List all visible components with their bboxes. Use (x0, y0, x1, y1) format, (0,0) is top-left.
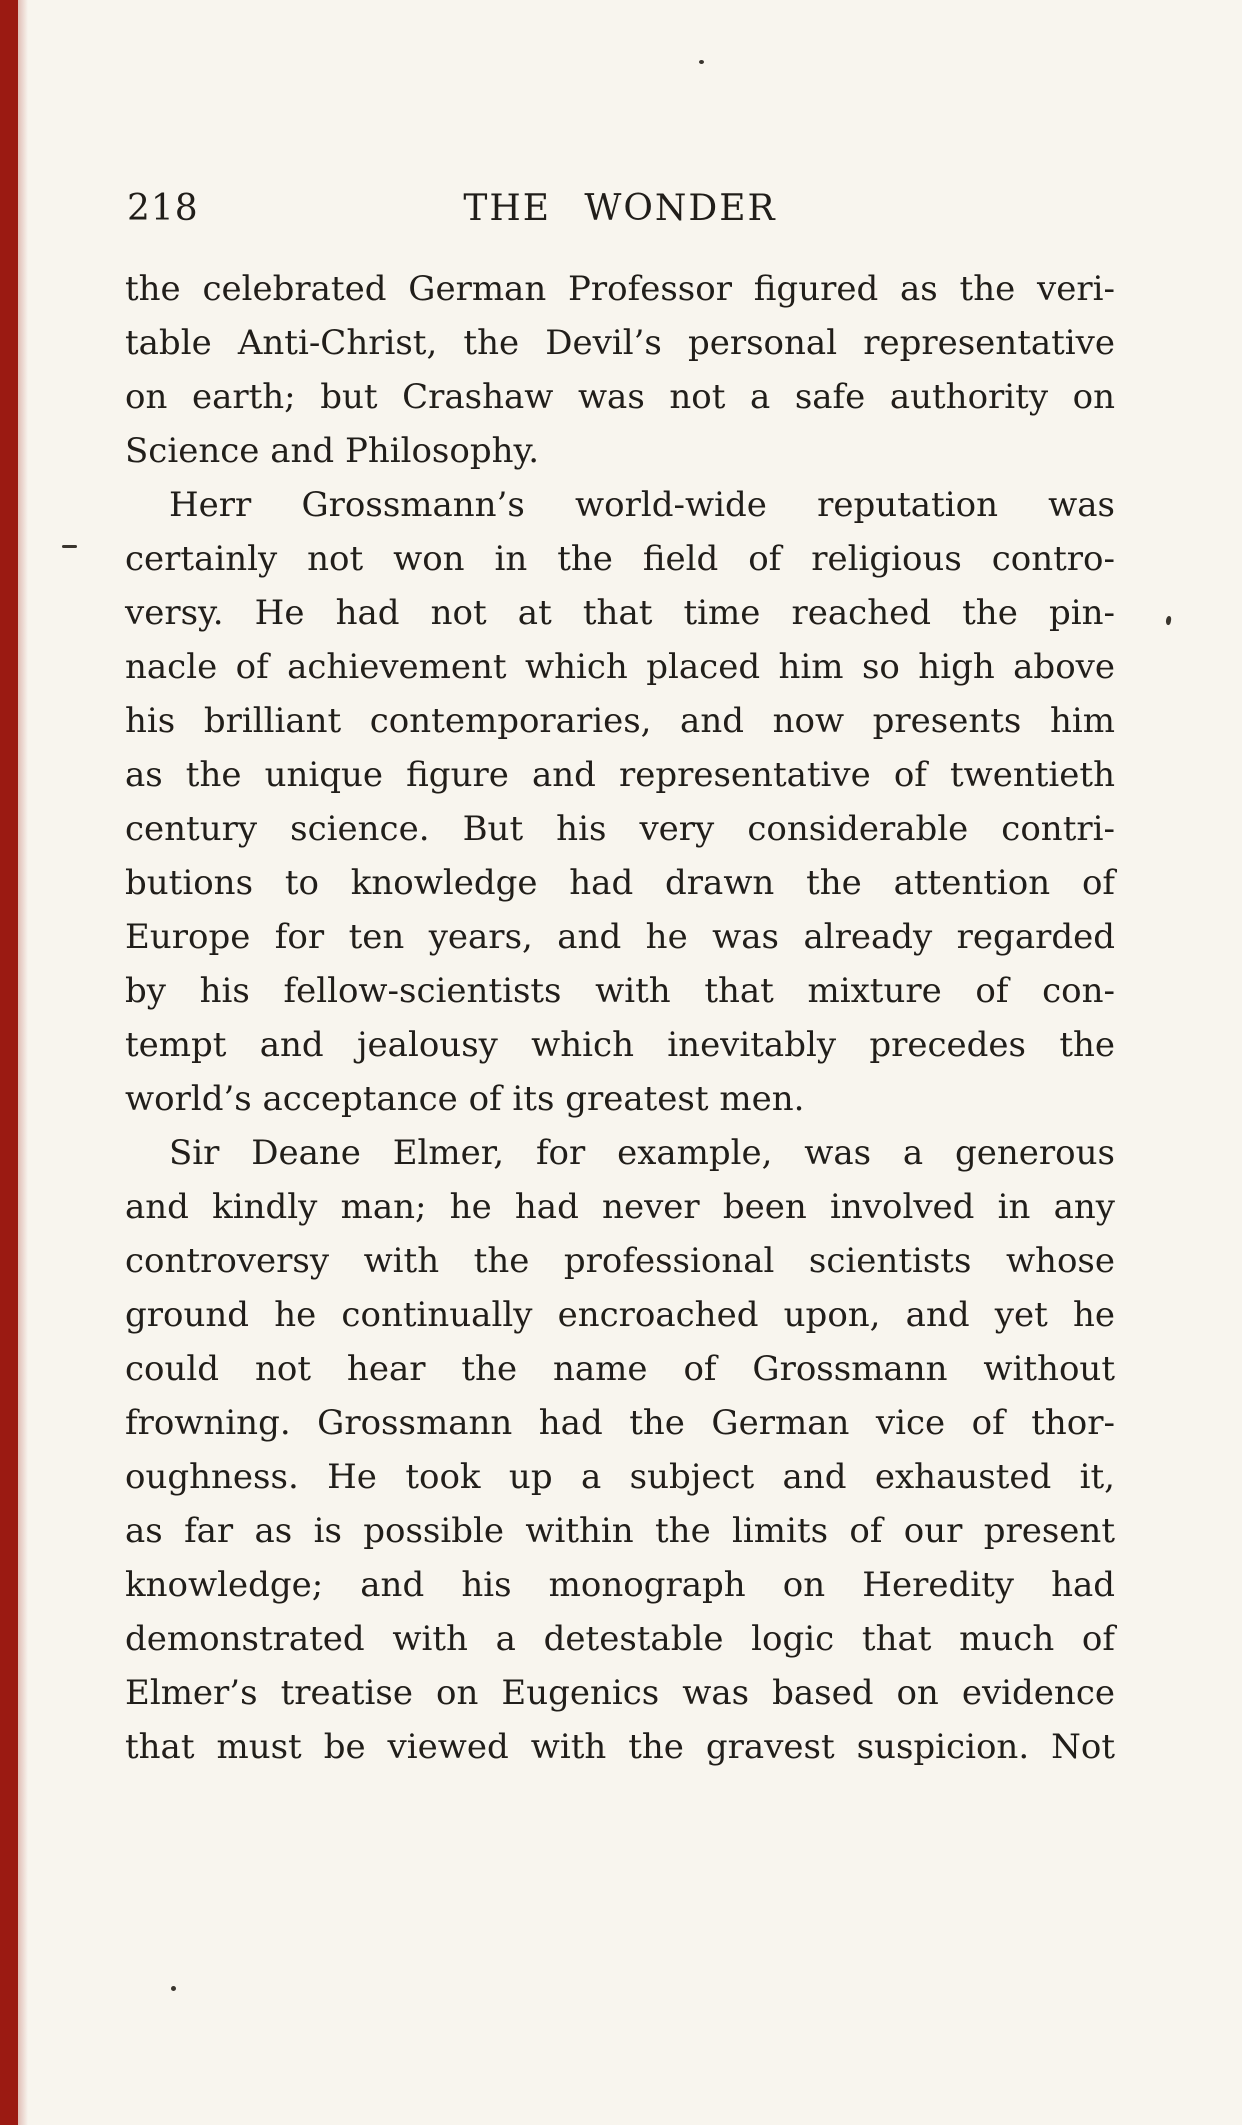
page-body (125, 262, 1115, 1774)
text-line: Science and Philosophy. (125, 431, 540, 471)
running-title: THE WONDER (463, 188, 777, 229)
text-line: certainly not won in the field of religious contro- (125, 539, 1115, 579)
text-line: could not hear the name of Grossmann without (125, 1349, 1115, 1389)
text-line: Sir Deane Elmer, for example, was a generous (169, 1133, 1115, 1173)
text-line: his brilliant contemporaries, and now presents him (125, 701, 1115, 741)
paragraph (125, 478, 1115, 1126)
text-line: Europe for ten years, and he was already regarded (125, 917, 1115, 957)
text-line: as far as is possible within the limits of our present (125, 1511, 1115, 1551)
text-line: demonstrated with a detestable logic that much of (125, 1619, 1115, 1659)
spine-shadow (18, 0, 28, 2125)
text-line: on earth; but Crashaw was not a safe authority on (125, 377, 1115, 417)
text-line: ground he continually encroached upon, and yet he (125, 1295, 1115, 1335)
text-line: and kindly man; he had never been involved in any (125, 1187, 1115, 1227)
text-line: Elmer’s treatise on Eugenics was based on evidence (125, 1673, 1115, 1713)
paragraph (125, 1126, 1115, 1774)
text-line: world’s acceptance of its greatest men. (125, 1079, 805, 1119)
text-line: versy. He had not at that time reached the pin- (125, 593, 1115, 633)
text-line: nacle of achievement which placed him so high above (125, 647, 1115, 687)
text-line: the celebrated German Professor figured as the veri- (125, 269, 1115, 309)
text-line: that must be viewed with the gravest suspicion. Not (125, 1727, 1115, 1767)
scan-artifact-dot (171, 1986, 176, 1991)
text-line: century science. But his very considerable contri- (125, 809, 1115, 849)
text-line: frowning. Grossmann had the German vice of thor- (125, 1403, 1115, 1443)
text-line: oughness. He took up a subject and exhausted it, (125, 1457, 1115, 1497)
scan-artifact-dot (699, 60, 704, 64)
text-line: Herr Grossmann’s world-wide reputation was (169, 485, 1115, 525)
text-line: by his fellow-scientists with that mixture of con- (125, 971, 1115, 1011)
page-header (125, 188, 1115, 236)
text-line: controversy with the professional scientists whose (125, 1241, 1115, 1281)
text-line: tempt and jealousy which inevitably precedes the (125, 1025, 1115, 1065)
scan-artifact-dash (62, 545, 77, 548)
paragraph (125, 262, 1115, 478)
spine-red-strip (0, 0, 18, 2125)
text-line: table Anti-Christ, the Devil’s personal representative (125, 323, 1115, 363)
text-line: knowledge; and his monograph on Heredity had (125, 1565, 1115, 1605)
text-line: as the unique figure and representative of twentieth (125, 755, 1115, 795)
page-number: 218 (127, 188, 199, 229)
scan-artifact-comma (1165, 616, 1172, 626)
text-line: butions to knowledge had drawn the attention of (125, 863, 1115, 903)
